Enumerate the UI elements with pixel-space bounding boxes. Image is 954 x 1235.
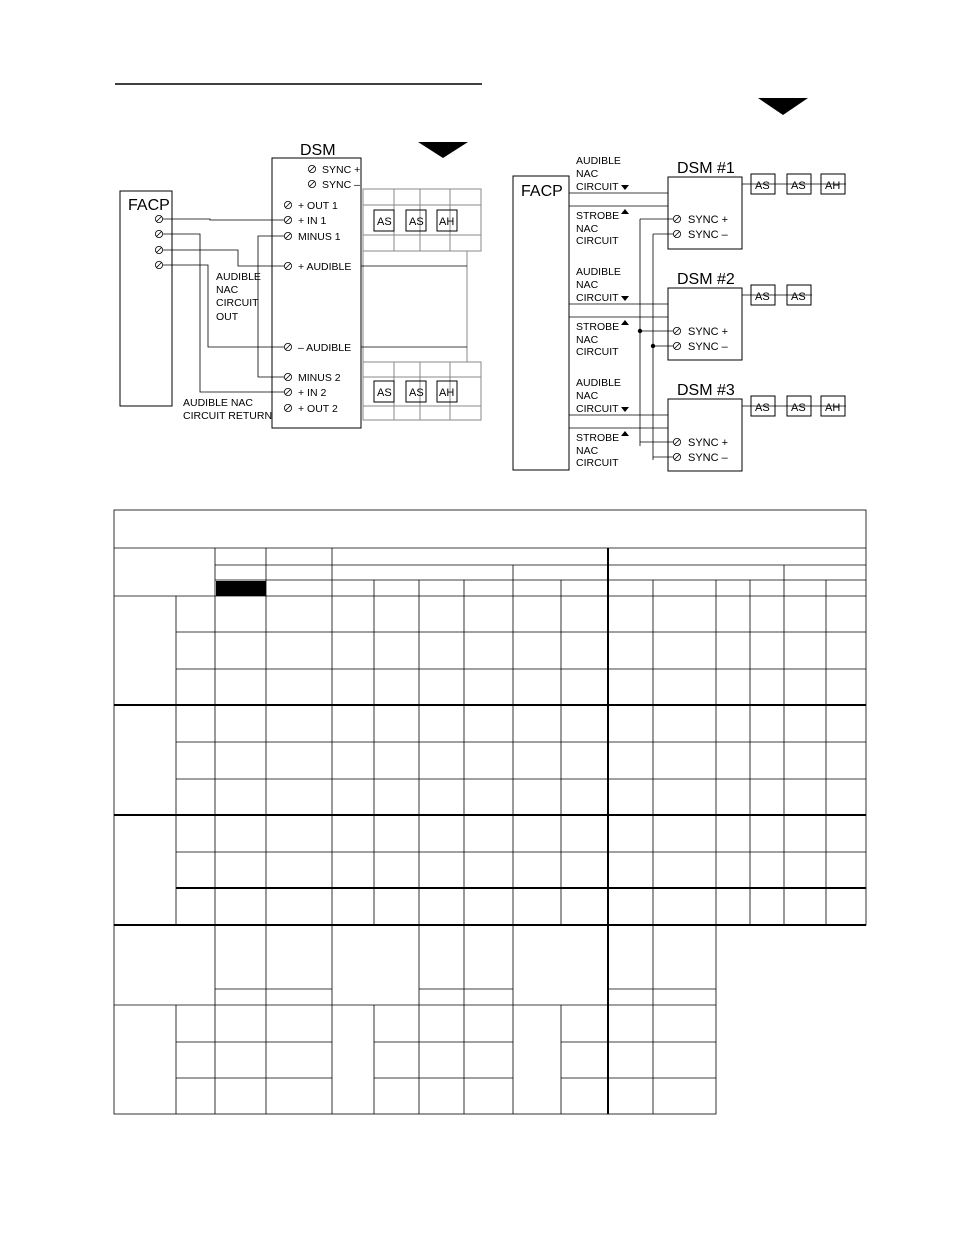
left-top-device-3: AH [439, 216, 455, 228]
term-audible-plus: + AUDIBLE [298, 261, 352, 273]
m3-strobe-2: NAC [576, 445, 599, 457]
m3-audible-2: NAC [576, 390, 599, 402]
dsm3-sync-minus: SYNC – [688, 452, 728, 464]
dsm3-device-1: AS [755, 402, 770, 414]
term-out2: + OUT 2 [298, 403, 338, 415]
dsm3-sync-plus: SYNC + [688, 437, 729, 449]
dsm2-device-2: AS [791, 291, 806, 303]
dsm2-sync-minus: SYNC – [688, 341, 728, 353]
m2-strobe-3: CIRCUIT [576, 346, 619, 358]
m2-strobe-1: STROBE [576, 321, 620, 333]
m1-strobe-2: NAC [576, 223, 599, 235]
header-black-cell [216, 581, 266, 596]
m1-strobe-3: CIRCUIT [576, 235, 619, 247]
return-line-1: AUDIBLE NAC [183, 397, 254, 409]
dsm1-sync-minus: SYNC – [688, 229, 728, 241]
m1-strobe-1: STROBE [576, 210, 620, 222]
pointer-arrow-right [758, 98, 808, 115]
m2-strobe-2: NAC [576, 334, 599, 346]
dsm-label: DSM [300, 142, 336, 159]
audible-out-line-2: NAC [216, 284, 239, 296]
term-audible-minus: – AUDIBLE [298, 342, 352, 354]
term-in1: + IN 1 [298, 215, 327, 227]
m1-audible-3: CIRCUIT [576, 181, 619, 193]
m2-audible-3: CIRCUIT [576, 292, 619, 304]
dsm2-device-1: AS [755, 291, 770, 303]
left-bottom-device-1: AS [377, 387, 392, 399]
left-top-device-2: AS [409, 216, 424, 228]
facp-label-right: FACP [521, 183, 563, 200]
m2-audible-2: NAC [576, 279, 599, 291]
facp-label: FACP [128, 197, 170, 214]
left-wiring-diagram [120, 142, 481, 428]
left-bottom-device-3: AH [439, 387, 455, 399]
term-out1: + OUT 1 [298, 200, 338, 212]
m3-strobe-3: CIRCUIT [576, 457, 619, 469]
term-sync-plus: SYNC + [322, 164, 361, 176]
left-top-device-1: AS [377, 216, 392, 228]
dsm1-device-1: AS [755, 180, 770, 192]
term-minus2: MINUS 2 [298, 372, 341, 384]
m3-audible-1: AUDIBLE [576, 377, 621, 389]
m2-audible-1: AUDIBLE [576, 266, 621, 278]
m3-audible-3: CIRCUIT [576, 403, 619, 415]
audible-out-line-3: CIRCUIT [216, 297, 259, 309]
audible-out-line-1: AUDIBLE [216, 271, 261, 283]
pointer-arrow-left [418, 142, 468, 158]
facp-box-right [513, 176, 569, 470]
audible-out-line-4: OUT [216, 311, 239, 323]
facp-box [120, 191, 172, 406]
m1-audible-2: NAC [576, 168, 599, 180]
dsm1-sync-plus: SYNC + [688, 214, 729, 226]
term-in2: + IN 2 [298, 387, 327, 399]
term-minus1: MINUS 1 [298, 231, 341, 243]
blank-table [114, 510, 866, 1114]
dsm1-device-2: AS [791, 180, 806, 192]
dsm2-sync-plus: SYNC + [688, 326, 729, 338]
dsm3-title: DSM #3 [677, 382, 735, 399]
dsm1-title: DSM #1 [677, 160, 735, 177]
dsm2-title: DSM #2 [677, 271, 735, 288]
return-line-2: CIRCUIT RETURN [183, 410, 273, 422]
dsm3-device-2: AS [791, 402, 806, 414]
dsm1-device-3: AH [825, 180, 841, 192]
m1-audible-1: AUDIBLE [576, 155, 621, 167]
right-wiring-diagram [513, 155, 846, 471]
m3-strobe-1: STROBE [576, 432, 620, 444]
left-bottom-device-2: AS [409, 387, 424, 399]
term-sync-minus: SYNC – [322, 179, 360, 191]
dsm3-device-3: AH [825, 402, 841, 414]
